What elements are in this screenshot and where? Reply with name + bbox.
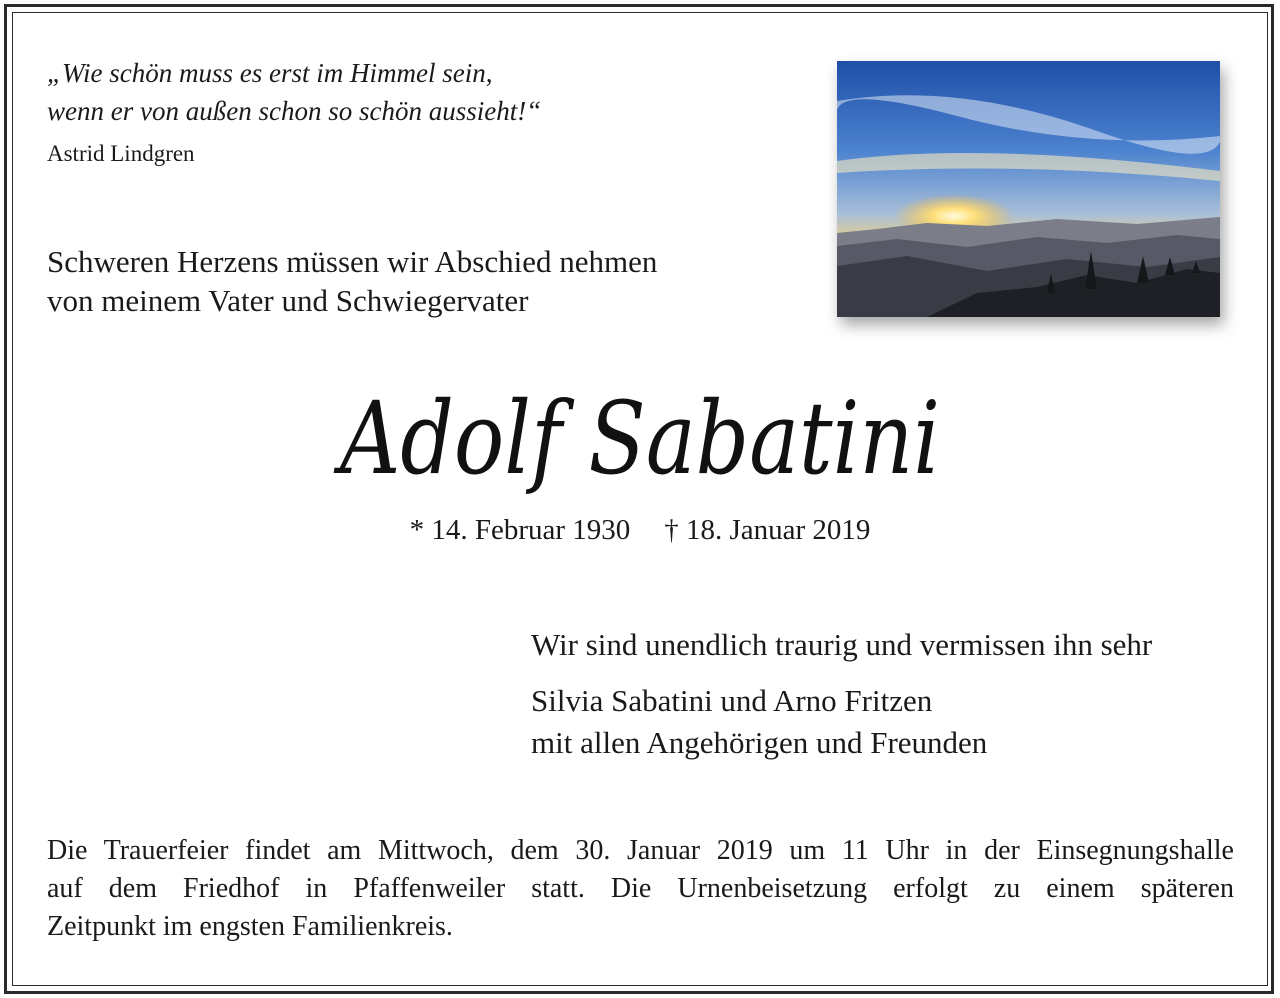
deceased-name-text: Adolf Sabatini <box>333 380 940 497</box>
mourners-names: Silvia Sabatini und Arno Fritzen <box>531 683 933 718</box>
quote-line-1: „Wie schön muss es erst im Himmel sein, <box>47 58 493 88</box>
service-line-2: auf dem Friedhof in Pfaffenweiler statt. Die Urnenbeisetzung erfolgt zu einem späteren <box>47 873 1234 904</box>
service-line-1: Die Trauerfeier findet am Mittwoch, dem 30. Januar 2019 um 11 Uhr in der Einsegnungshalle <box>47 835 1234 866</box>
intro-line-2: von meinem Vater und Schwiegervater <box>47 283 529 318</box>
life-dates <box>0 512 1280 548</box>
intro-line-1: Schweren Herzens müssen wir Abschied nehmen <box>47 244 658 279</box>
mourning-statement: Wir sind unendlich traurig und vermissen ihn sehr <box>531 627 1153 662</box>
quote-line-2: wenn er von außen schon so schön aussieht!“ <box>47 96 542 126</box>
service-line-3: Zeitpunkt im engsten Familienkreis. <box>47 911 453 942</box>
mourners-family: mit allen Angehörigen und Freunden <box>531 725 988 760</box>
birth-date: * 14. Februar 1930 <box>409 514 631 546</box>
death-date: † 18. Januar 2019 <box>664 514 871 546</box>
sunset-image <box>837 61 1220 317</box>
intro-text <box>47 242 657 320</box>
quote <box>47 54 541 130</box>
service-notice <box>47 832 1234 946</box>
mourners-block <box>531 624 1152 764</box>
sunset-photo <box>837 61 1220 317</box>
quote-author: Astrid Lindgren <box>47 141 195 166</box>
